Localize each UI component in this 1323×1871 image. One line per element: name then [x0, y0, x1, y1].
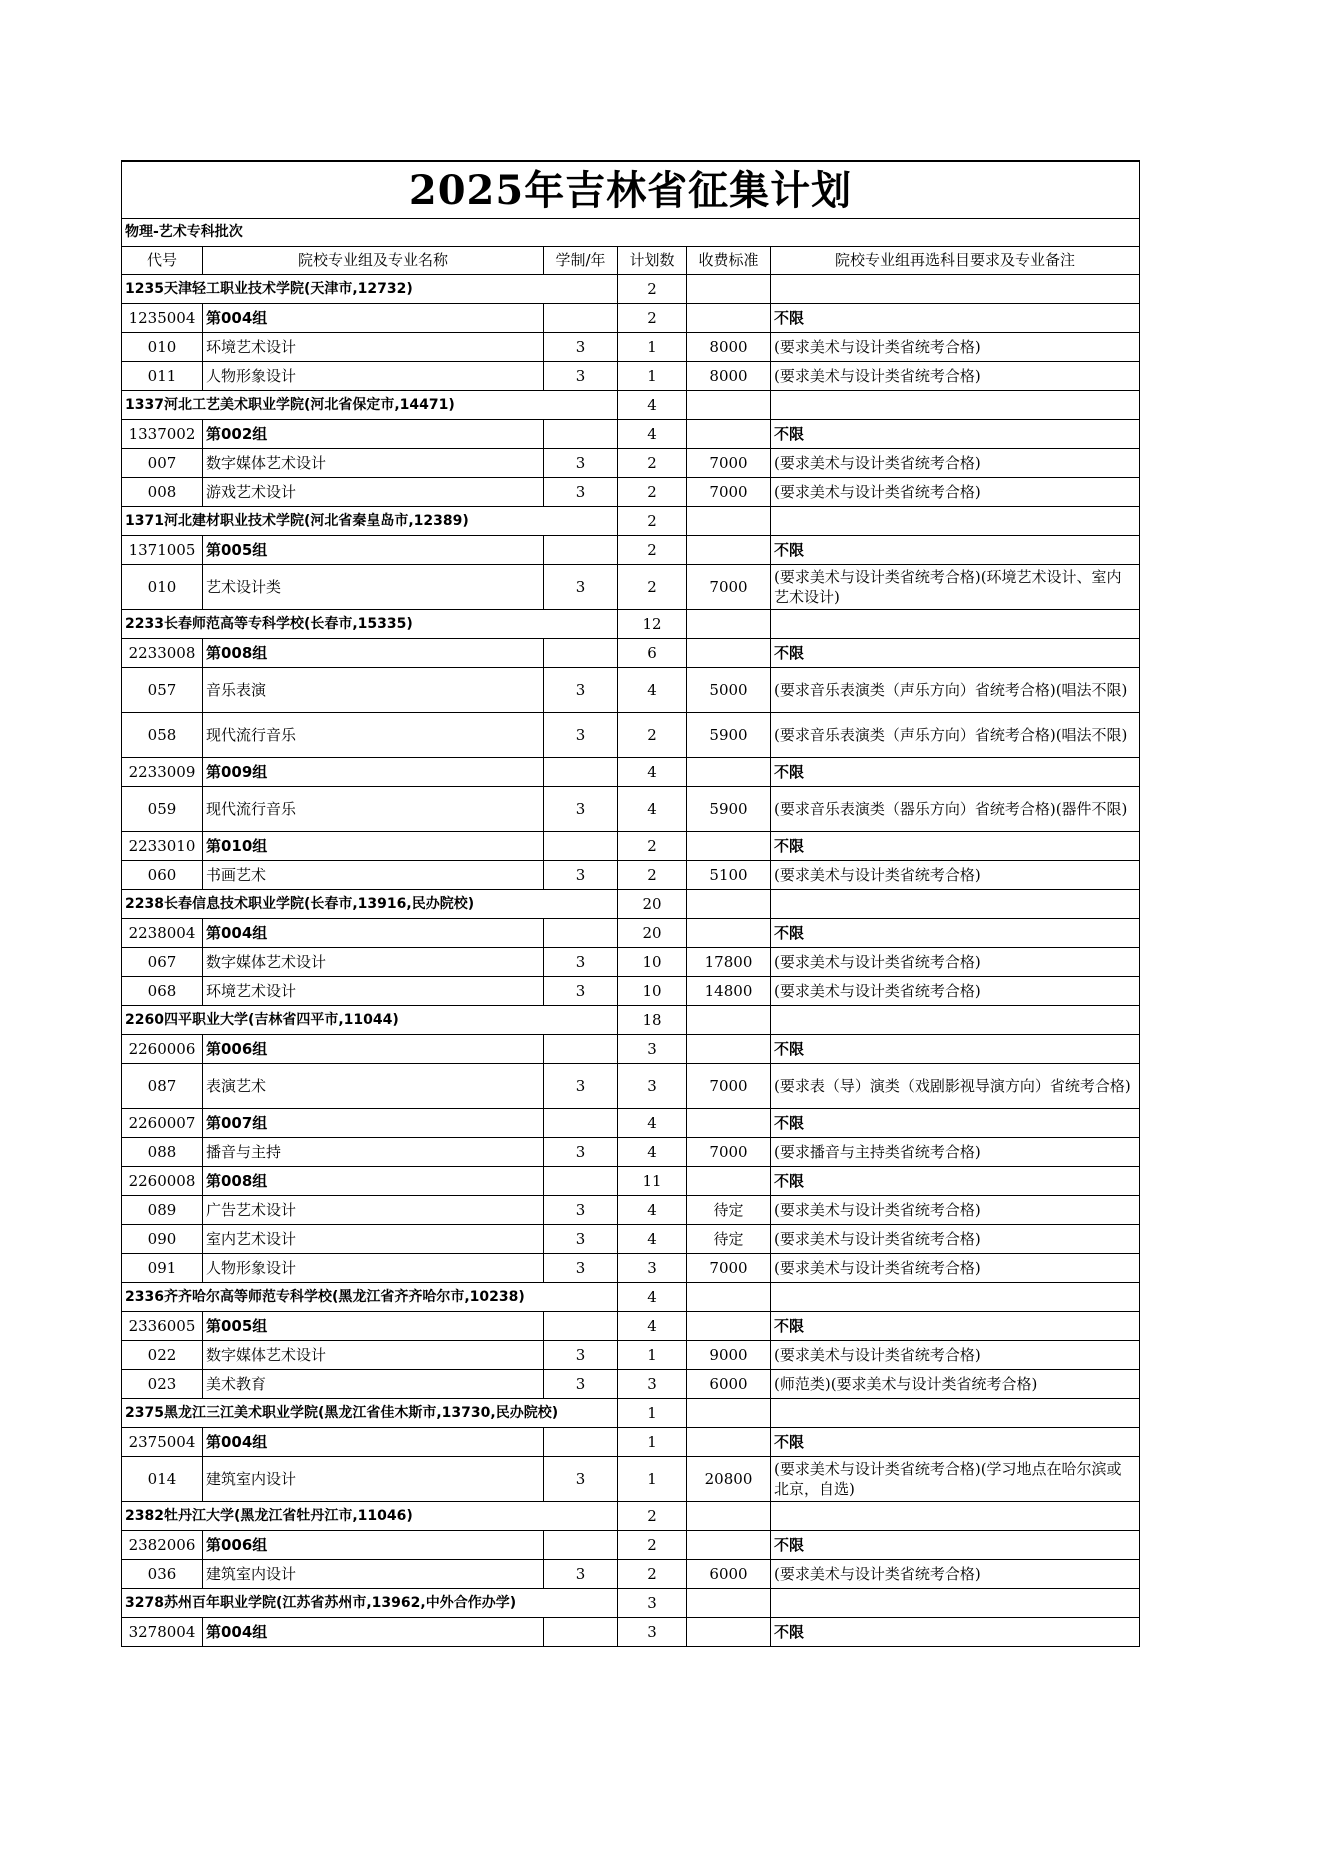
major-name: 环境艺术设计	[203, 333, 544, 362]
major-row	[122, 565, 1140, 610]
group-years	[544, 919, 618, 948]
group-code: 2336005	[122, 1312, 203, 1341]
major-name: 音乐表演	[203, 668, 544, 713]
group-row	[122, 1312, 1140, 1341]
group-name: 第005组	[203, 536, 544, 565]
major-code: 058	[122, 713, 203, 758]
group-name: 第004组	[203, 919, 544, 948]
major-plan: 3	[618, 1254, 687, 1283]
major-remark: (要求音乐表演类（声乐方向）省统考合格)(唱法不限)	[771, 668, 1140, 713]
group-plan: 20	[618, 919, 687, 948]
major-code: 022	[122, 1341, 203, 1370]
major-plan: 1	[618, 1341, 687, 1370]
major-remark: (要求美术与设计类省统考合格)	[771, 977, 1140, 1006]
group-plan: 4	[618, 1312, 687, 1341]
major-code: 060	[122, 861, 203, 890]
group-name: 第006组	[203, 1531, 544, 1560]
major-name: 现代流行音乐	[203, 713, 544, 758]
school-plan: 2	[618, 507, 687, 536]
school-row	[122, 391, 1140, 420]
major-row	[122, 787, 1140, 832]
group-fee	[687, 639, 771, 668]
major-fee: 6000	[687, 1370, 771, 1399]
major-code: 087	[122, 1064, 203, 1109]
major-row	[122, 1341, 1140, 1370]
school-plan: 1	[618, 1399, 687, 1428]
major-fee: 7000	[687, 565, 771, 610]
major-fee: 20800	[687, 1457, 771, 1502]
school-remark	[771, 890, 1140, 919]
major-plan: 4	[618, 787, 687, 832]
major-code: 007	[122, 449, 203, 478]
major-code: 011	[122, 362, 203, 391]
group-code: 2260008	[122, 1167, 203, 1196]
group-row	[122, 919, 1140, 948]
major-row	[122, 1560, 1140, 1589]
major-row	[122, 362, 1140, 391]
school-remark	[771, 1589, 1140, 1618]
major-code: 014	[122, 1457, 203, 1502]
major-code: 091	[122, 1254, 203, 1283]
school-fee	[687, 1589, 771, 1618]
school-fee	[687, 1006, 771, 1035]
group-remark: 不限	[771, 1428, 1140, 1457]
school-row	[122, 1399, 1140, 1428]
group-name: 第010组	[203, 832, 544, 861]
major-fee: 7000	[687, 1138, 771, 1167]
major-years: 3	[544, 565, 618, 610]
group-remark: 不限	[771, 1109, 1140, 1138]
major-plan: 2	[618, 713, 687, 758]
group-name: 第004组	[203, 1618, 544, 1647]
major-remark: (要求美术与设计类省统考合格)	[771, 1341, 1140, 1370]
major-fee: 8000	[687, 362, 771, 391]
school-row	[122, 610, 1140, 639]
major-code: 008	[122, 478, 203, 507]
major-row	[122, 333, 1140, 362]
major-name: 表演艺术	[203, 1064, 544, 1109]
major-code: 059	[122, 787, 203, 832]
school-row	[122, 1283, 1140, 1312]
major-remark: (要求美术与设计类省统考合格)(学习地点在哈尔滨或北京，自选)	[771, 1457, 1140, 1502]
school-plan: 12	[618, 610, 687, 639]
school-plan: 3	[618, 1589, 687, 1618]
group-years	[544, 304, 618, 333]
group-fee	[687, 420, 771, 449]
major-code: 010	[122, 565, 203, 610]
major-fee: 7000	[687, 1254, 771, 1283]
major-name: 现代流行音乐	[203, 787, 544, 832]
group-name: 第006组	[203, 1035, 544, 1064]
major-row	[122, 1370, 1140, 1399]
group-years	[544, 1312, 618, 1341]
group-remark: 不限	[771, 1167, 1140, 1196]
group-name: 第008组	[203, 639, 544, 668]
major-remark: (要求美术与设计类省统考合格)	[771, 1225, 1140, 1254]
school-fee	[687, 1502, 771, 1531]
major-plan: 2	[618, 565, 687, 610]
major-plan: 3	[618, 1064, 687, 1109]
group-fee	[687, 1167, 771, 1196]
group-fee	[687, 1531, 771, 1560]
group-name: 第004组	[203, 1428, 544, 1457]
group-code: 2260006	[122, 1035, 203, 1064]
major-years: 3	[544, 1254, 618, 1283]
group-row	[122, 1035, 1140, 1064]
group-years	[544, 832, 618, 861]
school-fee	[687, 890, 771, 919]
major-fee: 5900	[687, 787, 771, 832]
school-plan: 4	[618, 391, 687, 420]
school-name: 2260四平职业大学(吉林省四平市,11044)	[122, 1006, 618, 1035]
school-remark	[771, 391, 1140, 420]
major-years: 3	[544, 1457, 618, 1502]
group-plan: 4	[618, 1109, 687, 1138]
school-fee	[687, 275, 771, 304]
group-remark: 不限	[771, 1312, 1140, 1341]
major-years: 3	[544, 1341, 618, 1370]
group-remark: 不限	[771, 304, 1140, 333]
group-row	[122, 1428, 1140, 1457]
group-years	[544, 1167, 618, 1196]
school-remark	[771, 275, 1140, 304]
major-plan: 4	[618, 1196, 687, 1225]
school-name: 2382牡丹江大学(黑龙江省牡丹江市,11046)	[122, 1502, 618, 1531]
group-remark: 不限	[771, 832, 1140, 861]
group-code: 1371005	[122, 536, 203, 565]
major-name: 数字媒体艺术设计	[203, 1341, 544, 1370]
group-fee	[687, 1109, 771, 1138]
school-remark	[771, 610, 1140, 639]
group-plan: 2	[618, 832, 687, 861]
group-fee	[687, 536, 771, 565]
school-row	[122, 1006, 1140, 1035]
school-name: 2238长春信息技术职业学院(长春市,13916,民办院校)	[122, 890, 618, 919]
header-code: 代号	[122, 247, 203, 275]
major-fee: 5100	[687, 861, 771, 890]
major-plan: 2	[618, 449, 687, 478]
major-remark: (要求音乐表演类（声乐方向）省统考合格)(唱法不限)	[771, 713, 1140, 758]
major-code: 089	[122, 1196, 203, 1225]
major-years: 3	[544, 861, 618, 890]
major-plan: 1	[618, 1457, 687, 1502]
major-code: 088	[122, 1138, 203, 1167]
major-years: 3	[544, 362, 618, 391]
major-code: 068	[122, 977, 203, 1006]
school-remark	[771, 1399, 1140, 1428]
major-fee: 7000	[687, 1064, 771, 1109]
group-years	[544, 420, 618, 449]
major-plan: 4	[618, 668, 687, 713]
group-plan: 2	[618, 304, 687, 333]
group-plan: 2	[618, 1531, 687, 1560]
group-plan: 4	[618, 420, 687, 449]
group-remark: 不限	[771, 536, 1140, 565]
major-name: 人物形象设计	[203, 362, 544, 391]
major-years: 3	[544, 1064, 618, 1109]
major-years: 3	[544, 333, 618, 362]
major-years: 3	[544, 948, 618, 977]
major-fee: 6000	[687, 1560, 771, 1589]
school-row	[122, 507, 1140, 536]
major-fee: 14800	[687, 977, 771, 1006]
major-years: 3	[544, 1370, 618, 1399]
major-name: 建筑室内设计	[203, 1560, 544, 1589]
major-row	[122, 977, 1140, 1006]
plan-table	[121, 160, 1140, 1647]
school-name: 2233长春师范高等专科学校(长春市,15335)	[122, 610, 618, 639]
enrollment-plan-sheet	[121, 160, 1139, 1647]
major-years: 3	[544, 713, 618, 758]
major-code: 010	[122, 333, 203, 362]
group-row	[122, 639, 1140, 668]
header-name: 院校专业组及专业名称	[203, 247, 544, 275]
group-name: 第008组	[203, 1167, 544, 1196]
group-remark: 不限	[771, 758, 1140, 787]
major-years: 3	[544, 668, 618, 713]
major-remark: (要求美术与设计类省统考合格)	[771, 478, 1140, 507]
major-plan: 10	[618, 977, 687, 1006]
major-name: 数字媒体艺术设计	[203, 948, 544, 977]
major-row	[122, 449, 1140, 478]
group-plan: 3	[618, 1618, 687, 1647]
group-years	[544, 1109, 618, 1138]
major-row	[122, 1457, 1140, 1502]
major-remark: (师范类)(要求美术与设计类省统考合格)	[771, 1370, 1140, 1399]
school-row	[122, 275, 1140, 304]
major-plan: 4	[618, 1138, 687, 1167]
major-fee: 8000	[687, 333, 771, 362]
group-code: 2260007	[122, 1109, 203, 1138]
school-name: 2336齐齐哈尔高等师范专科学校(黑龙江省齐齐哈尔市,10238)	[122, 1283, 618, 1312]
school-remark	[771, 1006, 1140, 1035]
major-fee: 7000	[687, 478, 771, 507]
school-name: 1337河北工艺美术职业学院(河北省保定市,14471)	[122, 391, 618, 420]
major-name: 建筑室内设计	[203, 1457, 544, 1502]
major-years: 3	[544, 1560, 618, 1589]
major-fee: 待定	[687, 1196, 771, 1225]
major-years: 3	[544, 1196, 618, 1225]
group-code: 3278004	[122, 1618, 203, 1647]
group-plan: 6	[618, 639, 687, 668]
header-years: 学制/年	[544, 247, 618, 275]
school-remark	[771, 1502, 1140, 1531]
group-plan: 4	[618, 758, 687, 787]
major-row	[122, 948, 1140, 977]
group-name: 第004组	[203, 304, 544, 333]
major-name: 广告艺术设计	[203, 1196, 544, 1225]
major-code: 090	[122, 1225, 203, 1254]
major-fee: 7000	[687, 449, 771, 478]
group-remark: 不限	[771, 1035, 1140, 1064]
school-row	[122, 1589, 1140, 1618]
major-name: 书画艺术	[203, 861, 544, 890]
major-remark: (要求美术与设计类省统考合格)	[771, 1254, 1140, 1283]
batch-label: 物理-艺术专科批次	[122, 219, 1140, 247]
major-years: 3	[544, 478, 618, 507]
group-name: 第007组	[203, 1109, 544, 1138]
school-fee	[687, 1399, 771, 1428]
group-years	[544, 1531, 618, 1560]
group-row	[122, 536, 1140, 565]
group-fee	[687, 1428, 771, 1457]
group-code: 2233008	[122, 639, 203, 668]
major-fee: 待定	[687, 1225, 771, 1254]
group-row	[122, 758, 1140, 787]
school-name: 1235天津轻工职业技术学院(天津市,12732)	[122, 275, 618, 304]
major-fee: 17800	[687, 948, 771, 977]
major-plan: 2	[618, 1560, 687, 1589]
major-years: 3	[544, 977, 618, 1006]
group-years	[544, 639, 618, 668]
major-row	[122, 1138, 1140, 1167]
major-row	[122, 478, 1140, 507]
group-remark: 不限	[771, 1618, 1140, 1647]
major-name: 数字媒体艺术设计	[203, 449, 544, 478]
group-plan: 1	[618, 1428, 687, 1457]
school-plan: 2	[618, 1502, 687, 1531]
major-name: 游戏艺术设计	[203, 478, 544, 507]
major-remark: (要求美术与设计类省统考合格)	[771, 948, 1140, 977]
major-name: 环境艺术设计	[203, 977, 544, 1006]
major-remark: (要求表（导）演类（戏剧影视导演方向）省统考合格)	[771, 1064, 1140, 1109]
school-plan: 20	[618, 890, 687, 919]
header-remark: 院校专业组再选科目要求及专业备注	[771, 247, 1140, 275]
major-code: 057	[122, 668, 203, 713]
group-code: 2382006	[122, 1531, 203, 1560]
group-row	[122, 1109, 1140, 1138]
major-name: 人物形象设计	[203, 1254, 544, 1283]
header-plan: 计划数	[618, 247, 687, 275]
group-row	[122, 1531, 1140, 1560]
group-plan: 2	[618, 536, 687, 565]
group-code: 1337002	[122, 420, 203, 449]
major-remark: (要求美术与设计类省统考合格)	[771, 1560, 1140, 1589]
school-name: 1371河北建材职业技术学院(河北省秦皇岛市,12389)	[122, 507, 618, 536]
group-remark: 不限	[771, 639, 1140, 668]
school-fee	[687, 610, 771, 639]
group-row	[122, 1167, 1140, 1196]
group-years	[544, 1035, 618, 1064]
major-years: 3	[544, 1225, 618, 1254]
school-remark	[771, 507, 1140, 536]
header-fee: 收费标准	[687, 247, 771, 275]
group-row	[122, 1618, 1140, 1647]
major-plan: 1	[618, 362, 687, 391]
school-row	[122, 1502, 1140, 1531]
major-code: 036	[122, 1560, 203, 1589]
major-remark: (要求美术与设计类省统考合格)	[771, 449, 1140, 478]
group-code: 2233010	[122, 832, 203, 861]
major-fee: 9000	[687, 1341, 771, 1370]
major-name: 室内艺术设计	[203, 1225, 544, 1254]
major-plan: 3	[618, 1370, 687, 1399]
major-name: 艺术设计类	[203, 565, 544, 610]
major-fee: 5900	[687, 713, 771, 758]
major-fee: 5000	[687, 668, 771, 713]
major-remark: (要求美术与设计类省统考合格)	[771, 362, 1140, 391]
major-row	[122, 1196, 1140, 1225]
major-remark: (要求美术与设计类省统考合格)	[771, 1196, 1140, 1225]
school-name: 2375黑龙江三江美术职业学院(黑龙江省佳木斯市,13730,民办院校)	[122, 1399, 618, 1428]
school-fee	[687, 507, 771, 536]
group-plan: 11	[618, 1167, 687, 1196]
school-plan: 4	[618, 1283, 687, 1312]
group-row	[122, 832, 1140, 861]
school-row	[122, 890, 1140, 919]
group-plan: 3	[618, 1035, 687, 1064]
group-name: 第009组	[203, 758, 544, 787]
group-fee	[687, 832, 771, 861]
major-plan: 4	[618, 1225, 687, 1254]
group-years	[544, 1428, 618, 1457]
school-remark	[771, 1283, 1140, 1312]
major-years: 3	[544, 449, 618, 478]
group-remark: 不限	[771, 919, 1140, 948]
group-years	[544, 1618, 618, 1647]
school-fee	[687, 391, 771, 420]
group-code: 2233009	[122, 758, 203, 787]
major-row	[122, 1225, 1140, 1254]
school-plan: 2	[618, 275, 687, 304]
school-plan: 18	[618, 1006, 687, 1035]
group-fee	[687, 758, 771, 787]
major-row	[122, 713, 1140, 758]
school-fee	[687, 1283, 771, 1312]
group-fee	[687, 1035, 771, 1064]
group-code: 2375004	[122, 1428, 203, 1457]
major-remark: (要求美术与设计类省统考合格)(环境艺术设计、室内艺术设计)	[771, 565, 1140, 610]
major-years: 3	[544, 787, 618, 832]
group-years	[544, 536, 618, 565]
major-code: 067	[122, 948, 203, 977]
major-years: 3	[544, 1138, 618, 1167]
group-code: 2238004	[122, 919, 203, 948]
major-plan: 2	[618, 861, 687, 890]
major-plan: 1	[618, 333, 687, 362]
page-title: 2025年吉林省征集计划	[122, 161, 1140, 219]
group-fee	[687, 304, 771, 333]
major-row	[122, 1064, 1140, 1109]
major-code: 023	[122, 1370, 203, 1399]
major-name: 播音与主持	[203, 1138, 544, 1167]
group-remark: 不限	[771, 1531, 1140, 1560]
major-row	[122, 1254, 1140, 1283]
group-code: 1235004	[122, 304, 203, 333]
major-remark: (要求美术与设计类省统考合格)	[771, 861, 1140, 890]
group-fee	[687, 1312, 771, 1341]
major-remark: (要求音乐表演类（器乐方向）省统考合格)(器件不限)	[771, 787, 1140, 832]
major-plan: 10	[618, 948, 687, 977]
major-row	[122, 668, 1140, 713]
major-row	[122, 861, 1140, 890]
header-row	[122, 247, 1140, 275]
group-remark: 不限	[771, 420, 1140, 449]
group-row	[122, 304, 1140, 333]
major-plan: 2	[618, 478, 687, 507]
group-fee	[687, 919, 771, 948]
group-row	[122, 420, 1140, 449]
major-remark: (要求播音与主持类省统考合格)	[771, 1138, 1140, 1167]
group-fee	[687, 1618, 771, 1647]
major-name: 美术教育	[203, 1370, 544, 1399]
major-remark: (要求美术与设计类省统考合格)	[771, 333, 1140, 362]
group-name: 第002组	[203, 420, 544, 449]
group-years	[544, 758, 618, 787]
school-name: 3278苏州百年职业学院(江苏省苏州市,13962,中外合作办学)	[122, 1589, 618, 1618]
group-name: 第005组	[203, 1312, 544, 1341]
